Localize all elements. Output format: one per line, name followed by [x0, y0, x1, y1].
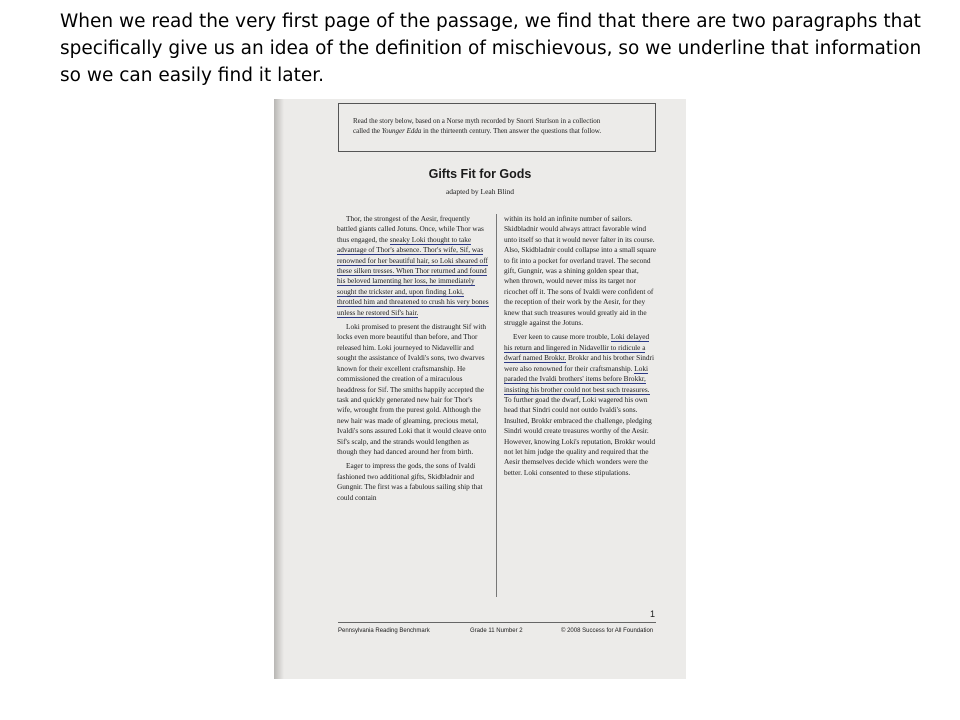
scan-edge-shadow: [274, 99, 284, 679]
underlined-text: sneaky Loki thought to take advantage of Thor's absence. Thor's wife, Sif, was renowned for her beautiful hair, so Loki sheared off these silken tresses. When Thor returned and found his beloved lamenting her loss, he immediately sought the trickster and, upon finding Loki, throttled him and threatened to crush his very bones unless he restored Sif's hair.: [337, 234, 489, 317]
footer-source: Pennsylvania Reading Benchmark: [338, 628, 430, 634]
right-column: [504, 214, 656, 482]
story-byline: adapted by Leah Blind: [445, 187, 515, 196]
paragraph-3: Eager to impress the gods, the sons of Ivaldi fashioned two additional gifts, Skidbladnir and Gungnir. The first was a fabulous sailing ship that could contain: [337, 461, 483, 502]
underlined-text: Loki paraded the Ivaldi brothers' items before Brokkr, insisting his brother could not best such treasures.: [504, 363, 650, 394]
paragraph-continued: within its hold an infinite number of sailors. Skidbladnir would always attract favorable wind unto itself so that it would never falter in its course. Also, Skidbladnir could collapse into a small square to fit into a pocket for overland travel. The second gift, Gungnir, was a shining golden spear that, when thrown, would never miss its target nor ricochet off it. The sons of Ivaldi were confident of the reception of their work by the Aesir, for they knew that such treasures would greatly aid in the struggle against the Jotuns.: [504, 214, 656, 328]
page-number: 1: [650, 609, 656, 619]
instruction-line-2: called the Younger Edda in the thirteenth century. Then answer the questions that follow.: [353, 127, 602, 135]
paragraph-2: Loki promised to present the distraught Sif with locks even more beautiful than before, and Thor released him. Loki journeyed to Nidavellir and sought the assistance of Ivaldi's sons, two dwarves known for their excellent craftsmanship. He commissioned the creation of a miraculous headdress for Sif. The smiths happily accepted the task and quickly generated new hair for Thor's wife, wrought from the purest gold. Although the new hair was made of gleaming, precious metal, Ivaldi's sons assured Loki that it would cleave onto Sif's scalp, and the strands would lengthen as though they had danced around her from birth.: [337, 322, 487, 456]
slide-caption: When we read the very first page of the passage, we find that there are two paragraphs that specifically give us an idea of the definition of mischievous, so we underline that information so we can easily find it later.: [60, 11, 922, 86]
story-title: Gifts Fit for Gods: [428, 167, 532, 181]
scanned-document-page: [274, 99, 686, 679]
left-column: [337, 214, 489, 507]
footer-rule: [338, 622, 656, 623]
footer-copyright: © 2008 Success for All Foundation: [561, 628, 654, 634]
paragraph-4: Ever keen to cause more trouble, Loki delayed his return and lingered in Nidavellir to ridicule a dwarf named Brokkr. Brokkr and his brother Sindri were also renowned for their craftsmanship. Loki paraded the Ivaldi brothers' items before Brokkr, insisting his brother could not best such treasures. To further goad the dwarf, Loki wagered his own head that Sindri could not outdo Ivaldi's sons. Insulted, Brokkr embraced the challenge, pledging Sindri would create treasures worthy of the Aesir. However, knowing Loki's reputation, Brokkr would not let him judge the quality and required that the Aesir themselves decide which wonders were the better. Loki consented to these stipulations.: [504, 332, 656, 477]
underlined-text: Loki delayed his return and lingered in Nidavellir to ridicule a dwarf named Brokkr.: [504, 332, 650, 363]
paragraph-1: Thor, the strongest of the Aesir, frequently battled giants called Jotuns. Once, while Thor was thus engaged, the sneaky Loki thought to take advantage of Thor's absence. Thor's wife, Sif, was renowned for her beautiful hair, so Loki sheared off these silken tresses. When Thor returned and found his beloved lamenting her loss, he immediately sought the trickster and, upon finding Loki, throttled him and threatened to crush his very bones unless he restored Sif's hair.: [337, 214, 489, 317]
column-divider: [496, 214, 497, 597]
footer-grade: Grade 11 Number 2: [470, 628, 523, 634]
instruction-line-1: Read the story below, based on a Norse myth recorded by Snorri Sturlson in a collection: [353, 117, 601, 125]
instruction-box: [338, 103, 656, 152]
